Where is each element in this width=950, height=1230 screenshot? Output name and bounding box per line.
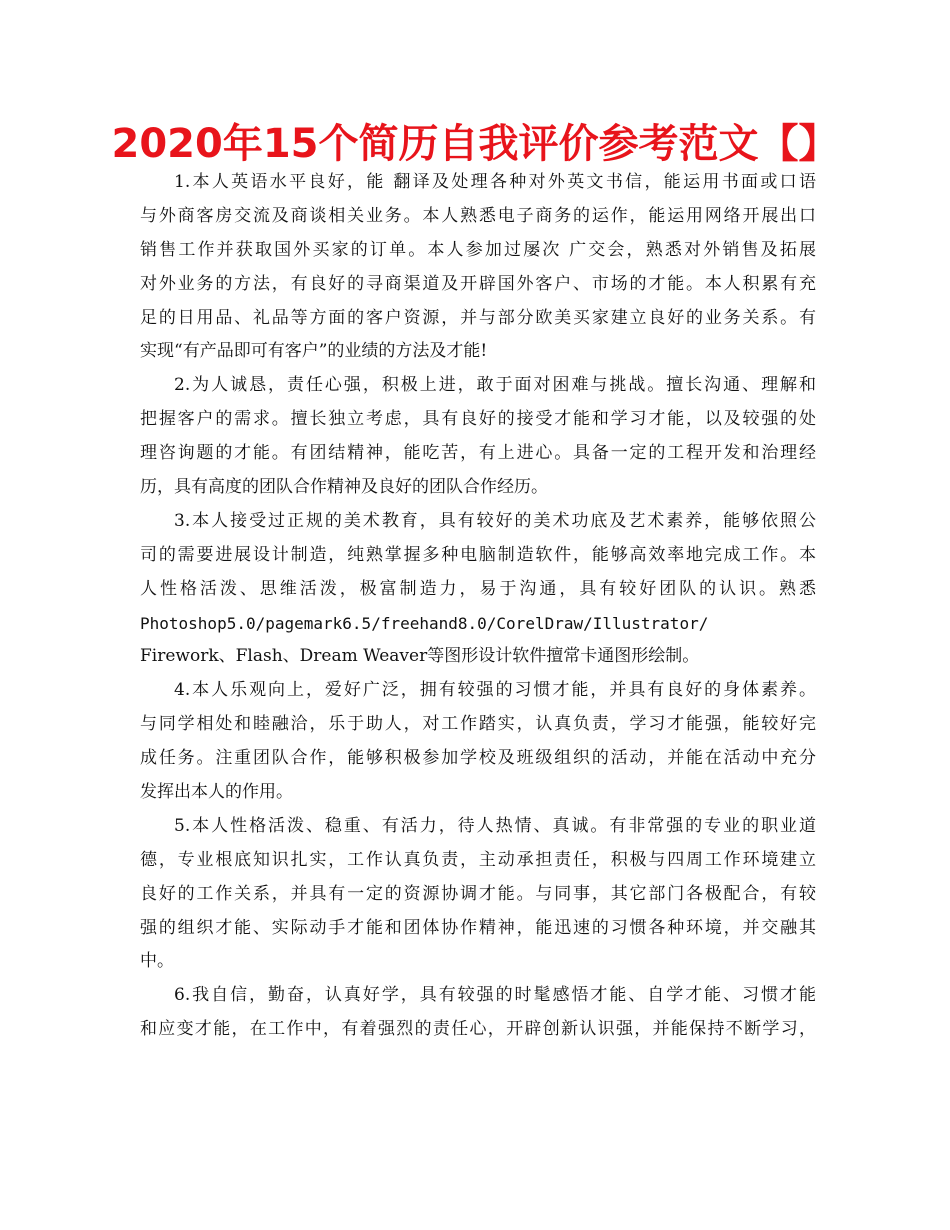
document-body [140,166,816,1047]
paragraph-line [140,742,816,776]
document-title: 2020年15个简历自我评价参考范文【】 [111,121,839,167]
paragraph-line [140,335,816,369]
line-text: Firework、Flash、Dream Weaver等图形设计软件擅常卡通图形绘制。 [140,646,700,667]
paragraph-first-line [140,505,816,539]
line-text: 历，具有高度的团队合作精神及良好的团队合作经历。 [140,477,548,498]
line-text: 和应变才能，在工作中，有着强烈的责任心，开辟创新认识强，并能保持不断学习， [140,1019,816,1040]
line-text: 6.我自信，勤奋，认真好学，具有较强的时髦感悟才能、自学才能、习惯才能 [174,985,816,1006]
paragraph-line [140,844,816,878]
paragraph-first-line [140,369,816,403]
line-text: 德，专业根底知识扎实，工作认真负责，主动承担责任，积极与四周工作环境建立 [140,849,816,870]
line-text: 足的日用品、礼品等方面的客户资源，并与部分欧美买家建立良好的业务关系。有 [140,307,816,328]
line-text: 5.本人性格活泼、稳重、有活力，待人热情、真诚。有非常强的专业的职业道 [174,815,816,836]
line-text: 司的需要进展设计制造，纯熟掌握多种电脑制造软件，能够高效率地完成工作。本 [140,544,816,565]
line-text: 实现“有产品即可有客户”的业绩的方法及才能! [140,341,488,362]
line-text: 人性格活泼、思维活泼，极富制造力，易于沟通，具有较好团队的认识。熟悉 [140,578,816,599]
line-text: 1.本人英语水平良好，能 翻译及处理各种对外英文书信，能运用书面或口语 [174,172,816,192]
paragraph-first-line [140,674,816,708]
line-text: 强的组织才能、实际动手才能和团体协作精神，能迅速的习惯各种环境，并交融其 [140,917,816,938]
paragraph-line [140,471,816,505]
line-text: 2.为人诚恳，责任心强，积极上进，敢于面对困难与挑战。擅长沟通、理解和 [174,375,816,396]
line-text: 4.本人乐观向上，爱好广泛，拥有较强的习惯才能，并具有良好的身体素养。 [174,680,816,701]
paragraph-line [140,234,816,268]
paragraph-line [140,945,816,979]
line-text: 成任务。注重团队合作，能够积极参加学校及班级组织的活动，并能在活动中充分 [140,748,816,769]
line-text: 3.本人接受过正规的美术教育，具有较好的美术功底及艺术素养，能够依照公 [174,510,816,531]
paragraph-first-line [140,810,816,844]
line-text: 发挥出本人的作用。 [140,782,293,803]
paragraph-line [140,573,816,607]
paragraph-line [140,200,816,234]
line-text: 与同学相处和睦融洽，乐于助人，对工作踏实，认真负责，学习才能强，能较好完 [140,714,816,735]
paragraph-first-line [140,166,816,200]
paragraph-line [140,437,816,471]
line-text: Photoshop5.0/pagemark6.5/freehand8.0/CorelDraw/Illustrator/ [140,613,709,633]
line-text: 中。 [140,951,174,972]
paragraph-line [140,912,816,946]
paragraph-line [140,268,816,302]
paragraph-line [140,1013,816,1047]
line-text: 理咨询题的才能。有团结精神，能吃苦，有上进心。具备一定的工程开发和治理经 [140,443,816,464]
paragraph-line [140,302,816,336]
line-text: 与外商客房交流及商谈相关业务。本人熟悉电子商务的运作，能运用网络开展出口 [140,205,816,226]
paragraph-line [140,607,816,641]
line-text: 良好的工作关系，并具有一定的资源协调才能。与同事，其它部门各极配合，有较 [140,883,816,904]
line-text: 销售工作并获取国外买家的订单。本人参加过屡次 广交会，熟悉对外销售及拓展 [140,239,816,260]
paragraph-line [140,539,816,573]
paragraph-line [140,640,816,674]
paragraph-line [140,708,816,742]
paragraph-line [140,776,816,810]
paragraph-line [140,403,816,437]
paragraph-first-line [140,979,816,1013]
line-text: 把握客户的需求。擅长独立考虑，具有良好的接受才能和学习才能，以及较强的处 [140,409,816,430]
line-text: 对外业务的方法，有良好的寻商渠道及开辟国外客户、市场的才能。本人积累有充 [140,273,816,294]
paragraph-line [140,878,816,912]
